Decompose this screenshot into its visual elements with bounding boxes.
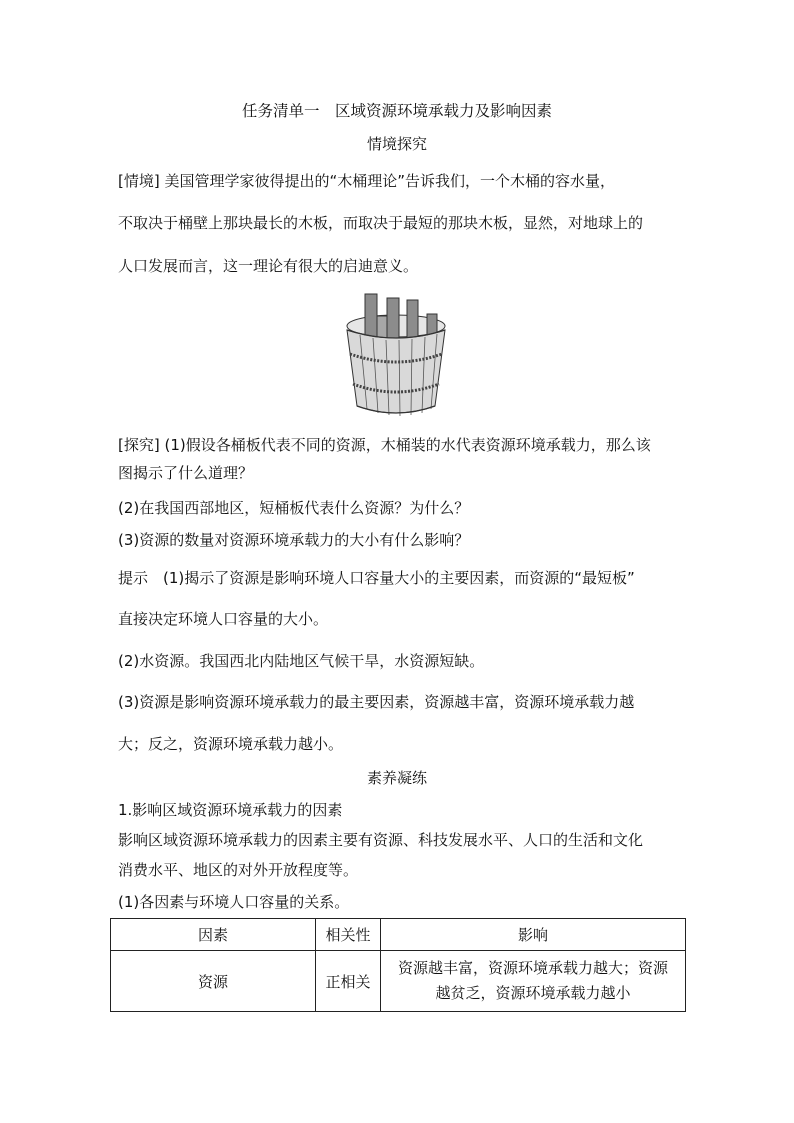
table-cell-effect-line-2: 越贫乏，资源环境承载力越小	[435, 984, 631, 1002]
table-cell-effect	[381, 951, 686, 1012]
factors-body-line-2: 消费水平、地区的对外开放程度等。	[118, 861, 359, 879]
table-cell-factor: 资源	[111, 951, 316, 1012]
explore-text-line-2: 图揭示了什么道理？	[118, 464, 254, 482]
factors-table	[110, 918, 686, 1012]
hint-answer-2: (2)水资源。我国西北内陆地区气候干旱，水资源短缺。	[118, 652, 485, 670]
table-row	[111, 951, 686, 1012]
table-cell-effect-line-1: 资源越丰富，资源环境承载力越大；资源	[397, 959, 668, 977]
hint-text-line-2: 直接决定环境人口容量的大小。	[118, 610, 329, 628]
explore-question-2: (2)在我国西部地区，短桶板代表什么资源？为什么？	[118, 499, 470, 517]
explore-text-line-1: [探究] (1)假设各桶板代表不同的资源，木桶装的水代表资源环境承载力，那么该	[118, 436, 651, 454]
factors-body-line-1: 影响区域资源环境承载力的因素主要有资源、科技发展水平、人口的生活和文化	[118, 831, 644, 849]
section-heading-summary: 素养凝练	[366, 769, 427, 787]
wooden-bucket-icon	[340, 286, 452, 422]
table-header-row	[111, 919, 686, 951]
page-title: 任务清单一 区域资源环境承载力及影响因素	[241, 102, 552, 120]
table-caption: (1)各因素与环境人口容量的关系。	[118, 893, 350, 911]
hint-answer-3-line-1: (3)资源是影响资源环境承载力的最主要因素，资源越丰富，资源环境承载力越	[118, 693, 635, 711]
table-header-correlation: 相关性	[316, 919, 381, 951]
factors-heading: 1.影响区域资源环境承载力的因素	[118, 801, 343, 819]
scenario-text-line-1: [情境] 美国管理学家彼得提出的“木桶理论”告诉我们，一个木桶的容水量，	[118, 172, 616, 190]
section-heading-scenario: 情境探究	[366, 135, 427, 153]
explore-question-3: (3)资源的数量对资源环境承载力的大小有什么影响？	[118, 531, 470, 549]
scenario-text-line-2: 不取决于桶壁上那块最长的木板，而取决于最短的那块木板，显然，对地球上的	[118, 214, 644, 232]
table-header-effect: 影响	[381, 919, 686, 951]
hint-text-line-1: 提示 (1)揭示了资源是影响环境人口容量大小的主要因素，而资源的“最短板”	[118, 569, 635, 587]
table-header-factor: 因素	[111, 919, 316, 951]
scenario-text-line-3: 人口发展而言，这一理论有很大的启迪意义。	[118, 257, 419, 275]
hint-answer-3-line-2: 大；反之，资源环境承载力越小。	[118, 735, 344, 753]
table-cell-correlation: 正相关	[316, 951, 381, 1012]
